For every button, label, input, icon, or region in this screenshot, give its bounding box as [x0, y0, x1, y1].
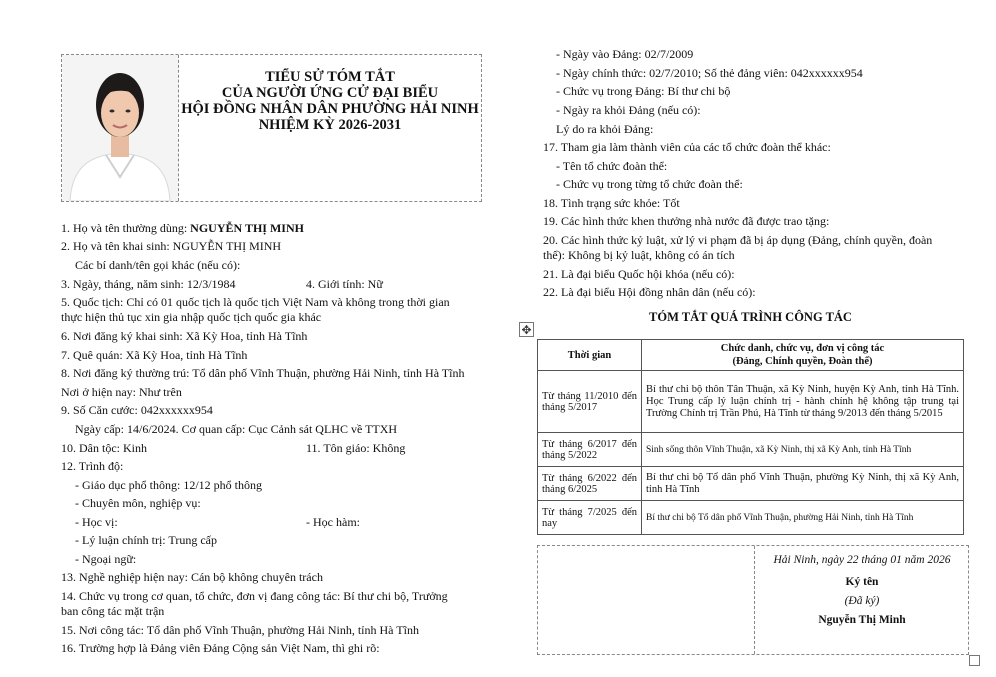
field-workplace: 15. Nơi công tác: Tổ dân phố Vĩnh Thuận, phường Hải Ninh, tỉnh Hà Tĩnh	[61, 623, 419, 637]
table-row	[538, 467, 964, 501]
title-line: TIỂU SỬ TÓM TẮT	[265, 69, 395, 85]
signature-date: Hải Ninh, ngày 22 tháng 01 năm 2026	[773, 554, 951, 566]
table-row	[538, 371, 964, 433]
candidate-name: NGUYỄN THỊ MINH	[190, 221, 304, 235]
field-discipline: 20. Các hình thức kỷ luật, xử lý vi phạm đã bị áp dụng (Đảng, chính quyền, đoàn	[543, 233, 933, 247]
row-description: Sinh sống thôn Vĩnh Thuận, xã Kỳ Ninh, thị xã Kỳ Anh, tỉnh Hà Tĩnh	[642, 433, 964, 467]
field-general-education: - Giáo dục phổ thông: 12/12 phổ thông	[75, 478, 262, 492]
field-academic-title: - Học hàm:	[306, 515, 360, 529]
field-hometown: 7. Quê quán: Xã Kỳ Hoa, tỉnh Hà Tĩnh	[61, 348, 248, 362]
portrait-image	[62, 55, 178, 201]
candidate-photo	[62, 55, 179, 201]
field-council-deputy: 22. Là đại biểu Hội đồng nhân dân (nếu có):	[543, 285, 756, 299]
field-organization-name: - Tên tổ chức đoàn thể:	[556, 159, 668, 173]
field-awards: 19. Các hình thức khen thưởng nhà nước đã được trao tặng:	[543, 214, 830, 228]
field-party-join-date: - Ngày vào Đảng: 02/7/2009	[556, 47, 694, 61]
field-na-deputy: 21. Là đại biểu Quốc hội khóa (nếu có):	[543, 267, 735, 281]
field-gender: 4. Giới tính: Nữ	[306, 277, 383, 291]
row-time: Từ tháng 11/2010 đến tháng 5/2017	[538, 371, 642, 433]
field-party-official-date: - Ngày chính thức: 02/7/2010; Số thẻ đảng viên: 042xxxxxx954	[556, 66, 863, 80]
field-discipline-cont: thể): Không bị kỷ luật, không có án tích	[543, 248, 735, 262]
work-history-table	[537, 339, 964, 535]
table-resize-handle-icon[interactable]	[969, 655, 980, 666]
signature-status: (Đã ký)	[844, 595, 880, 607]
field-religion: 11. Tôn giáo: Không	[306, 441, 406, 455]
field-party-position: - Chức vụ trong Đảng: Bí thư chi bộ	[556, 84, 731, 98]
field-aliases: Các bí danh/tên gọi khác (nếu có):	[75, 258, 241, 272]
header-time: Thời gian	[538, 340, 642, 371]
title-line: NHIỆM KỲ 2026-2031	[258, 117, 402, 133]
field-permanent-residence: 8. Nơi đăng ký thường trú: Tổ dân phố Vĩnh Thuận, phường Hải Ninh, tỉnh Hà Tĩnh	[61, 366, 465, 380]
field-birth-registration: 6. Nơi đăng ký khai sinh: Xã Kỳ Hoa, tỉnh Hà Tĩnh	[61, 329, 308, 343]
table-header-row	[538, 340, 964, 371]
row-description: Bí thư chi bộ Tổ dân phố Vĩnh Thuận, phường Hải Ninh, tỉnh Hà Tĩnh	[642, 501, 964, 535]
signature-divider	[754, 546, 755, 654]
table-row	[538, 501, 964, 535]
row-description: Bí thư chi bộ thôn Tân Thuận, xã Kỳ Ninh, huyện Kỳ Anh, tỉnh Hà Tĩnh. Học Trung cấp lý luận chính trị - hành chính hệ không tập trung tại Trường Chính trị Trần Phú, Hà Tĩnh từ tháng 9/2013 đến tháng 5/2015	[642, 371, 964, 433]
header-box	[61, 54, 482, 202]
field-birthdate: 3. Ngày, tháng, năm sinh: 12/3/1984	[61, 277, 236, 291]
table-row	[538, 433, 964, 467]
field-birth-name: 2. Họ và tên khai sinh: NGUYỄN THỊ MINH	[61, 239, 282, 253]
field-nationality: 5. Quốc tịch: Chỉ có 01 quốc tịch là quốc tịch Việt Nam và không trong thời gian	[61, 295, 450, 309]
row-description: Bí thư chi bộ Tổ dân phố Vĩnh Thuận, phường Kỳ Ninh, thị xã Kỳ Anh, tỉnh Hà Tĩnh	[642, 467, 964, 501]
field-current-residence: Nơi ở hiện nay: Như trên	[61, 385, 182, 399]
field-nationality-cont: thực hiện thủ tục xin gia nhập quốc tịch quốc gia khác	[61, 310, 322, 324]
signature-label: Ký tên	[845, 576, 879, 588]
field-id-number: 9. Số Căn cước: 042xxxxxx954	[61, 403, 213, 417]
header-description: Chức danh, chức vụ, đơn vị công tác (Đảng, Chính quyền, Đoàn thể)	[642, 340, 964, 371]
field-education: 12. Trình độ:	[61, 459, 124, 473]
field-health: 18. Tình trạng sức khỏe: Tốt	[543, 196, 680, 210]
field-party-member: 16. Trường hợp là Đảng viên Đảng Cộng sản Việt Nam, thì ghi rõ:	[61, 641, 380, 655]
row-time: Từ tháng 7/2025 đến nay	[538, 501, 642, 535]
field-party-exit-reason: Lý do ra khỏi Đảng:	[556, 122, 654, 136]
document-title	[179, 69, 481, 133]
section-title-work-history: TÓM TẮT QUÁ TRÌNH CÔNG TÁC	[649, 310, 852, 324]
table-move-handle-icon[interactable]: ✥	[519, 322, 534, 337]
field-professional: - Chuyên môn, nghiệp vụ:	[75, 496, 201, 510]
field-foreign-language: - Ngoại ngữ:	[75, 552, 137, 566]
field-ethnicity: 10. Dân tộc: Kinh	[61, 441, 147, 455]
field-common-name: 1. Họ và tên thường dùng: NGUYỄN THỊ MINH	[61, 221, 304, 235]
signature-box	[537, 545, 969, 655]
field-party-exit-date: - Ngày ra khỏi Đảng (nếu có):	[556, 103, 701, 117]
row-time: Từ tháng 6/2017 đến tháng 5/2022	[538, 433, 642, 467]
title-line: HỘI ĐỒNG NHÂN DÂN PHƯỜNG HẢI NINH	[181, 101, 479, 117]
field-organization-position: - Chức vụ trong từng tổ chức đoàn thể:	[556, 177, 743, 191]
field-organizations: 17. Tham gia làm thành viên của các tổ chức đoàn thể khác:	[543, 140, 831, 154]
field-degree: - Học vị:	[75, 515, 118, 529]
field-political-theory: - Lý luận chính trị: Trung cấp	[75, 533, 217, 547]
row-time: Từ tháng 6/2022 đến tháng 6/2025	[538, 467, 642, 501]
signer-name: Nguyễn Thị Minh	[818, 614, 906, 626]
field-occupation: 13. Nghề nghiệp hiện nay: Cán bộ không chuyên trách	[61, 570, 323, 584]
title-line: CỦA NGƯỜI ỨNG CỬ ĐẠI BIỂU	[221, 85, 439, 101]
field-position-cont: ban công tác mặt trận	[61, 604, 165, 618]
field-id-issue: Ngày cấp: 14/6/2024. Cơ quan cấp: Cục Cảnh sát QLHC về TTXH	[75, 422, 398, 436]
field-position: 14. Chức vụ trong cơ quan, tổ chức, đơn vị đang công tác: Bí thư chi bộ, Trưởng	[61, 589, 448, 603]
